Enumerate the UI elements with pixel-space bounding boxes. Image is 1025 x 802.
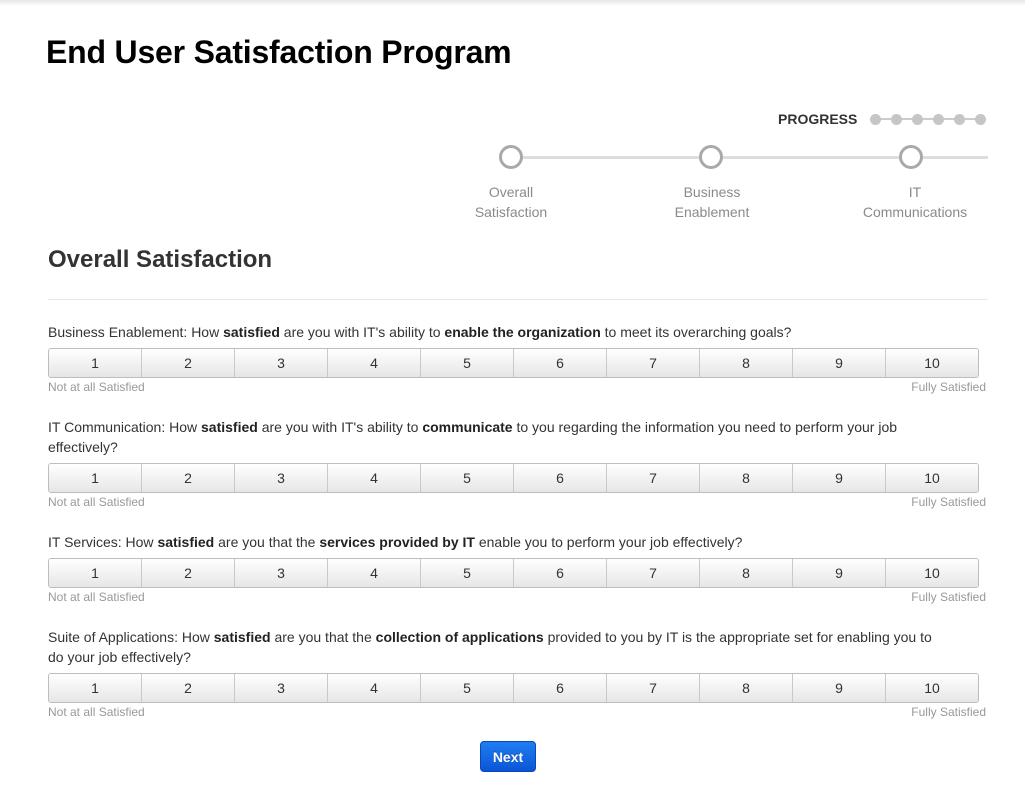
- question-fragment: are you that the: [270, 629, 376, 645]
- rating-option-5[interactable]: 5: [420, 559, 513, 587]
- rating-option-7[interactable]: 7: [606, 349, 699, 377]
- progress-indicator: [778, 110, 986, 128]
- progress-dot: [912, 114, 923, 125]
- rating-option-1[interactable]: 1: [49, 464, 141, 492]
- question-fragment: Business Enablement: How: [48, 324, 224, 340]
- question-fragment: are you with IT's ability to: [279, 324, 445, 340]
- step-label-line: Communications: [862, 204, 968, 220]
- question-suite-of-applications: [48, 627, 988, 721]
- section-divider: [48, 299, 988, 300]
- rating-option-3[interactable]: 3: [234, 464, 327, 492]
- rating-option-6[interactable]: 6: [513, 559, 606, 587]
- rating-scale: [48, 558, 979, 588]
- rating-option-6[interactable]: 6: [513, 464, 606, 492]
- rating-option-3[interactable]: 3: [234, 559, 327, 587]
- step-business-enablement-label: [642, 182, 782, 222]
- rating-option-6[interactable]: 6: [513, 674, 606, 702]
- question-emphasis: collection of applications: [375, 629, 544, 645]
- rating-option-9[interactable]: 9: [792, 559, 885, 587]
- rating-option-1[interactable]: 1: [49, 674, 141, 702]
- scale-endpoints: [48, 495, 988, 511]
- scale-high-label: Fully Satisfied: [911, 380, 986, 394]
- question-fragment: enable you to perform your job effectively?: [474, 534, 743, 550]
- rating-option-4[interactable]: 4: [327, 349, 420, 377]
- question-fragment: to meet its overarching goals?: [600, 324, 792, 340]
- rating-option-6[interactable]: 6: [513, 349, 606, 377]
- step-label-line: IT: [908, 184, 922, 200]
- scale-low-label: Not at all Satisfied: [48, 705, 145, 719]
- rating-option-9[interactable]: 9: [792, 464, 885, 492]
- step-label-line: Business: [683, 184, 741, 200]
- progress-label: PROGRESS: [778, 111, 858, 127]
- rating-option-4[interactable]: 4: [327, 559, 420, 587]
- rating-option-2[interactable]: 2: [141, 349, 234, 377]
- rating-option-2[interactable]: 2: [141, 674, 234, 702]
- rating-option-3[interactable]: 3: [234, 349, 327, 377]
- step-connector: [923, 156, 988, 159]
- question-text: [48, 417, 948, 457]
- question-emphasis: services provided by IT: [319, 534, 475, 550]
- question-text: [48, 532, 948, 552]
- rating-option-4[interactable]: 4: [327, 464, 420, 492]
- question-emphasis: satisfied: [223, 324, 280, 340]
- scale-endpoints: [48, 705, 988, 721]
- rating-option-1[interactable]: 1: [49, 349, 141, 377]
- scale-high-label: Fully Satisfied: [911, 495, 986, 509]
- rating-option-1[interactable]: 1: [49, 559, 141, 587]
- rating-option-5[interactable]: 5: [420, 349, 513, 377]
- section-title: Overall Satisfaction: [48, 246, 273, 273]
- progress-dot: [975, 114, 986, 125]
- rating-option-8[interactable]: 8: [699, 559, 792, 587]
- step-it-communications-circle[interactable]: [899, 145, 923, 169]
- rating-option-5[interactable]: 5: [420, 674, 513, 702]
- step-connector: [723, 156, 900, 159]
- rating-option-3[interactable]: 3: [234, 674, 327, 702]
- question-fragment: IT Services: How: [48, 534, 158, 550]
- progress-dot: [870, 114, 881, 125]
- step-label-line: Enablement: [674, 204, 750, 220]
- question-emphasis: satisfied: [213, 629, 271, 645]
- question-text: [48, 322, 948, 342]
- rating-option-9[interactable]: 9: [792, 349, 885, 377]
- scale-low-label: Not at all Satisfied: [48, 495, 145, 509]
- rating-option-7[interactable]: 7: [606, 464, 699, 492]
- scale-endpoints: [48, 380, 988, 396]
- rating-option-4[interactable]: 4: [327, 674, 420, 702]
- rating-option-7[interactable]: 7: [606, 559, 699, 587]
- page-title: End User Satisfaction Program: [46, 34, 512, 70]
- top-shadow: [0, 0, 1025, 6]
- step-label-line: Satisfaction: [474, 204, 548, 220]
- rating-option-8[interactable]: 8: [699, 349, 792, 377]
- scale-low-label: Not at all Satisfied: [48, 590, 145, 604]
- rating-option-8[interactable]: 8: [699, 674, 792, 702]
- question-it-communication: [48, 417, 988, 511]
- rating-option-10[interactable]: 10: [885, 464, 978, 492]
- step-overall-satisfaction-circle[interactable]: [499, 145, 523, 169]
- rating-option-2[interactable]: 2: [141, 559, 234, 587]
- rating-scale: [48, 463, 979, 493]
- progress-dot: [954, 114, 965, 125]
- rating-option-7[interactable]: 7: [606, 674, 699, 702]
- question-fragment: Suite of Applications: How: [48, 629, 214, 645]
- rating-option-10[interactable]: 10: [885, 674, 978, 702]
- rating-option-9[interactable]: 9: [792, 674, 885, 702]
- question-emphasis: enable the organization: [444, 324, 601, 340]
- progress-dots: [870, 114, 986, 125]
- question-emphasis: satisfied: [157, 534, 215, 550]
- scale-high-label: Fully Satisfied: [911, 705, 986, 719]
- question-text: [48, 627, 948, 667]
- question-it-services: [48, 532, 988, 606]
- step-overall-satisfaction-label: [441, 182, 581, 222]
- step-label-line: Overall: [488, 184, 534, 200]
- rating-option-10[interactable]: 10: [885, 349, 978, 377]
- step-business-enablement-circle[interactable]: [699, 145, 723, 169]
- next-button[interactable]: Next: [480, 741, 536, 772]
- question-fragment: provided to you by IT is the appropriate set for enabling you to do your job effectively?: [48, 629, 932, 665]
- question-emphasis: satisfied: [201, 419, 258, 435]
- rating-scale: [48, 348, 979, 378]
- step-it-communications-label: [845, 182, 985, 222]
- progress-dot: [891, 114, 902, 125]
- question-fragment: are you that the: [214, 534, 320, 550]
- step-connector: [523, 156, 701, 159]
- question-fragment: IT Communication: How: [48, 419, 202, 435]
- rating-scale: [48, 673, 979, 703]
- question-emphasis: communicate: [422, 419, 513, 435]
- rating-option-8[interactable]: 8: [699, 464, 792, 492]
- progress-dot: [933, 114, 944, 125]
- scale-low-label: Not at all Satisfied: [48, 380, 145, 394]
- rating-option-2[interactable]: 2: [141, 464, 234, 492]
- rating-option-5[interactable]: 5: [420, 464, 513, 492]
- rating-option-10[interactable]: 10: [885, 559, 978, 587]
- scale-high-label: Fully Satisfied: [911, 590, 986, 604]
- scale-endpoints: [48, 590, 988, 606]
- question-fragment: to you regarding the information you need to perform your job effectively?: [48, 419, 898, 455]
- question-fragment: are you with IT's ability to: [257, 419, 423, 435]
- question-business-enablement: [48, 322, 988, 396]
